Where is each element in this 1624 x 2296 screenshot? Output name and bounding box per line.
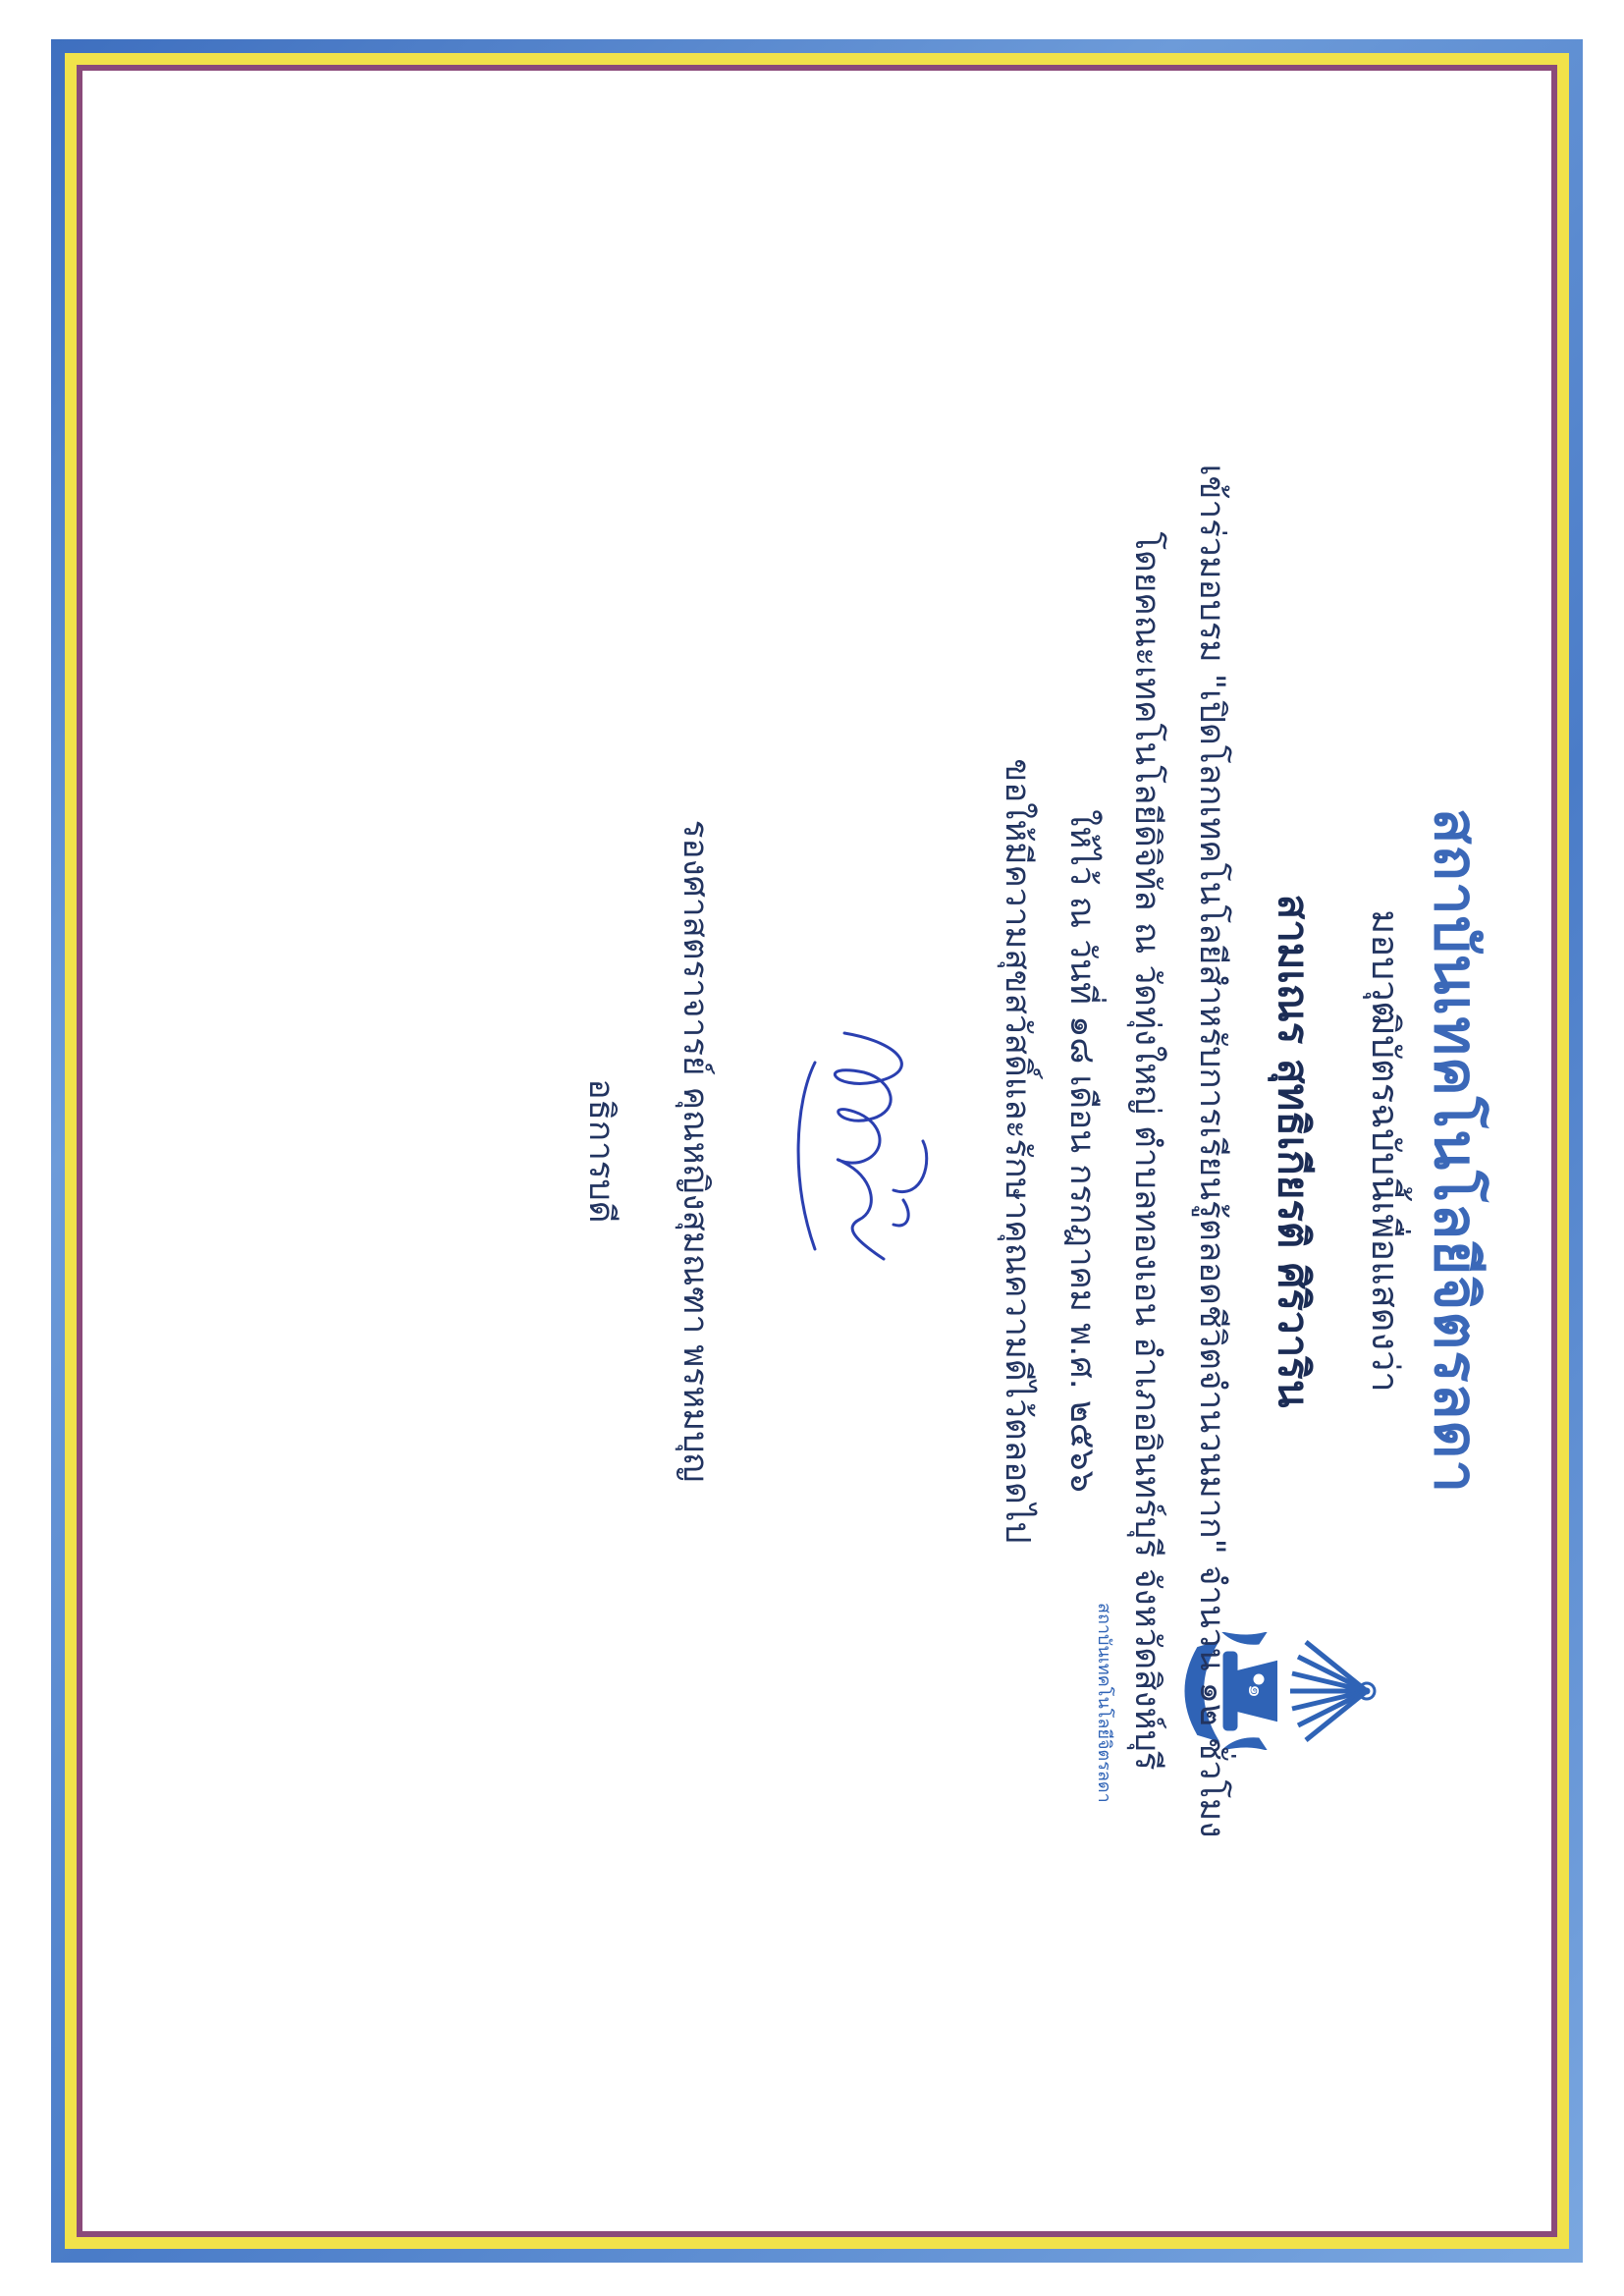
wish-line: ขอให้มีความสุขสวัสดิ์และรักษาคุณความดีไว้ตลอดไป xyxy=(998,758,1037,1544)
signature xyxy=(746,1004,962,1298)
signatory-name: รองศาสตราจารย์ คุณหญิงสุมณฑา พรหมบุญ xyxy=(676,819,715,1483)
svg-text:๑: ๑ xyxy=(1243,1684,1268,1698)
certificate-content xyxy=(82,71,1551,2231)
logo-caption: สถาบันเทคโนโลยีจิตรลดา xyxy=(1094,1603,1114,1803)
signatory-title: อธิการบดี xyxy=(581,1078,621,1224)
recipient-name: สามเณร สุทธิเกียรติ ศิริวาริน xyxy=(1270,894,1318,1408)
date-line: ให้ไว้ ณ วันที่ ๑๘ เดือน กรกฎาคม พ.ศ. ๒๕๖๖ xyxy=(1062,809,1102,1493)
presents-line: มอบวุฒิบัตรฉบับนี้เพื่อแสดงว่า xyxy=(1364,909,1407,1393)
body-line-2: โดยคณะเทคโนโลยีดิจิทัล ณ วัดทุ่งใหญ่ ตำบลทองเอน อำเภออินทร์บุรี จังหวัดสิงห์บุรี xyxy=(1127,531,1166,1771)
body-line-1: เข้าร่วมอบรม "เปิดโลกเทคโนโลยีสำหรับการเรียนรู้ตลอดชีวิตจำนวนมาก" จำนวน ๑๒ ชั่วโมง xyxy=(1192,464,1231,1838)
institution-title: สถาบันเทคโนโลยีจิตรลดา xyxy=(1421,807,1489,1495)
